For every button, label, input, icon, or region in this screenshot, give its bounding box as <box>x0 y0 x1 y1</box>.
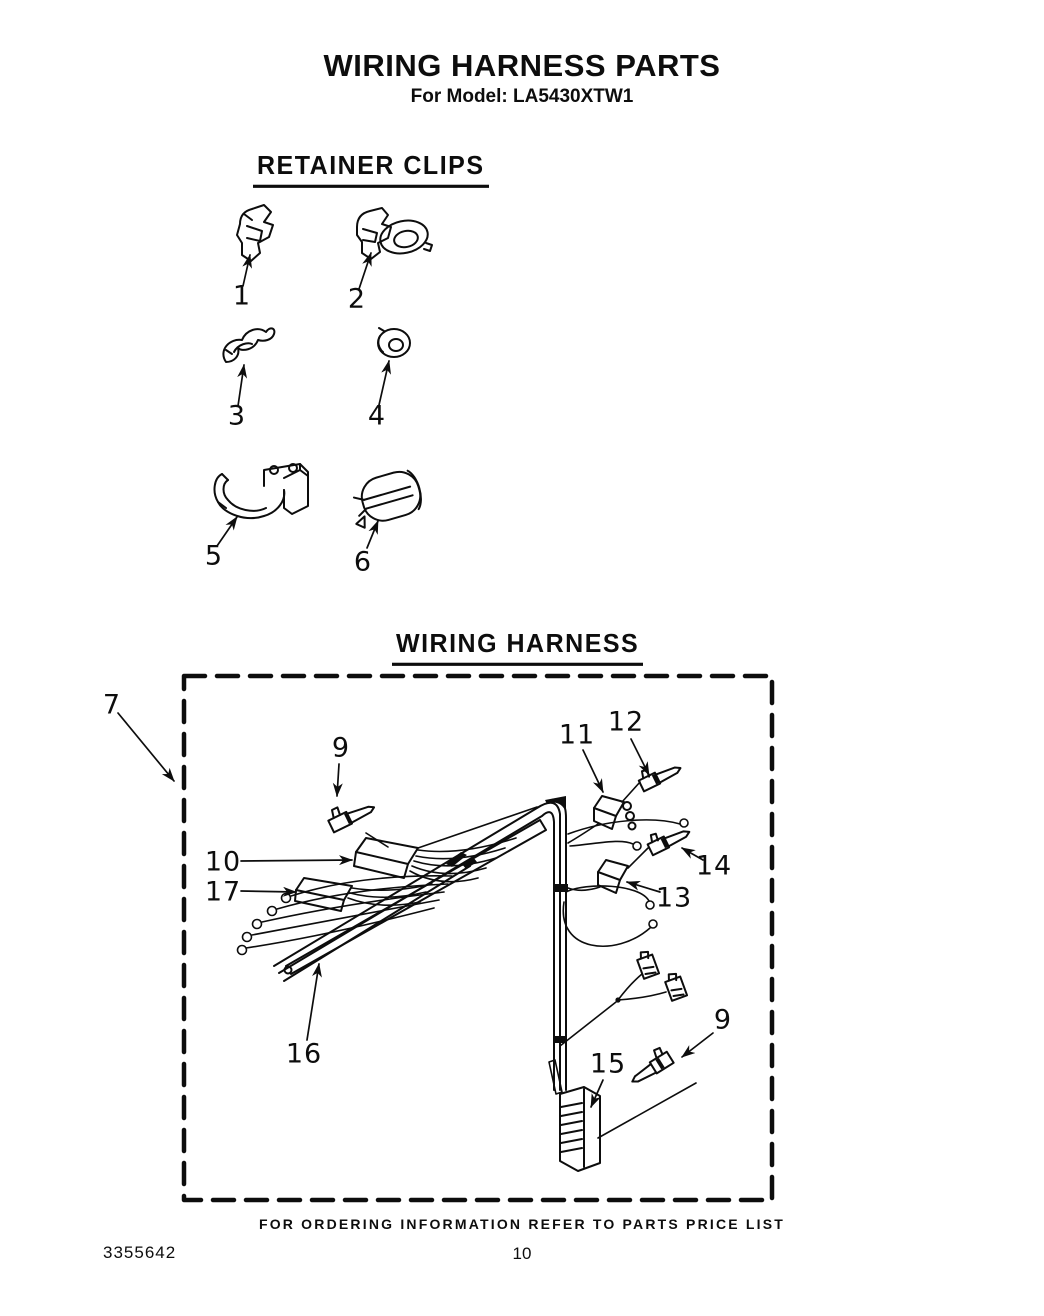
callout-clip-4: 4 <box>367 400 387 432</box>
callout-clip-1: 1 <box>232 280 252 312</box>
harness-boundary-box <box>184 676 772 1200</box>
callout-12: 12 <box>607 706 645 738</box>
callout-9-bottom: 9 <box>713 1004 733 1036</box>
callout-clip-6: 6 <box>353 546 373 578</box>
wiring-harness-heading: WIRING HARNESS <box>392 629 643 666</box>
terminal-9-top-drawing <box>325 793 388 847</box>
callout-clip-5: 5 <box>204 540 224 572</box>
retainer-clip-5-drawing <box>215 464 308 518</box>
terminal-12-drawing <box>622 755 683 802</box>
callout-7: 7 <box>102 689 122 721</box>
page-subtitle: For Model: LA5430XTW1 <box>410 86 634 107</box>
callout-9-top: 9 <box>331 732 351 764</box>
connector-10-drawing <box>354 807 537 882</box>
ordering-note: FOR ORDERING INFORMATION REFER TO PARTS PRICE LIST <box>258 1216 786 1232</box>
retainer-clip-2-drawing <box>357 208 432 259</box>
callout-14: 14 <box>695 850 733 882</box>
callout-16: 16 <box>285 1038 323 1070</box>
retainer-clip-6-drawing <box>346 467 426 530</box>
callout-11: 11 <box>558 719 596 751</box>
callout-13: 13 <box>655 882 693 914</box>
mid-connectors-drawing <box>560 949 687 1046</box>
callout-clip-2: 2 <box>347 283 367 315</box>
callout-10: 10 <box>204 846 242 878</box>
connector-11-drawing <box>568 796 636 843</box>
callout-17: 17 <box>204 876 242 908</box>
retainer-clip-3-drawing <box>223 328 274 362</box>
callout-clip-3: 3 <box>227 400 247 432</box>
retainer-clip-4-drawing <box>378 328 410 357</box>
retainer-clip-1-drawing <box>237 205 273 261</box>
document-number: 3355642 <box>103 1243 177 1262</box>
callout-15: 15 <box>589 1048 627 1080</box>
page-number: 10 <box>512 1244 532 1263</box>
page-title: WIRING HARNESS PARTS <box>323 48 721 83</box>
retainer-clips-heading: RETAINER CLIPS <box>253 151 489 188</box>
callout-7-arrow <box>118 713 174 781</box>
